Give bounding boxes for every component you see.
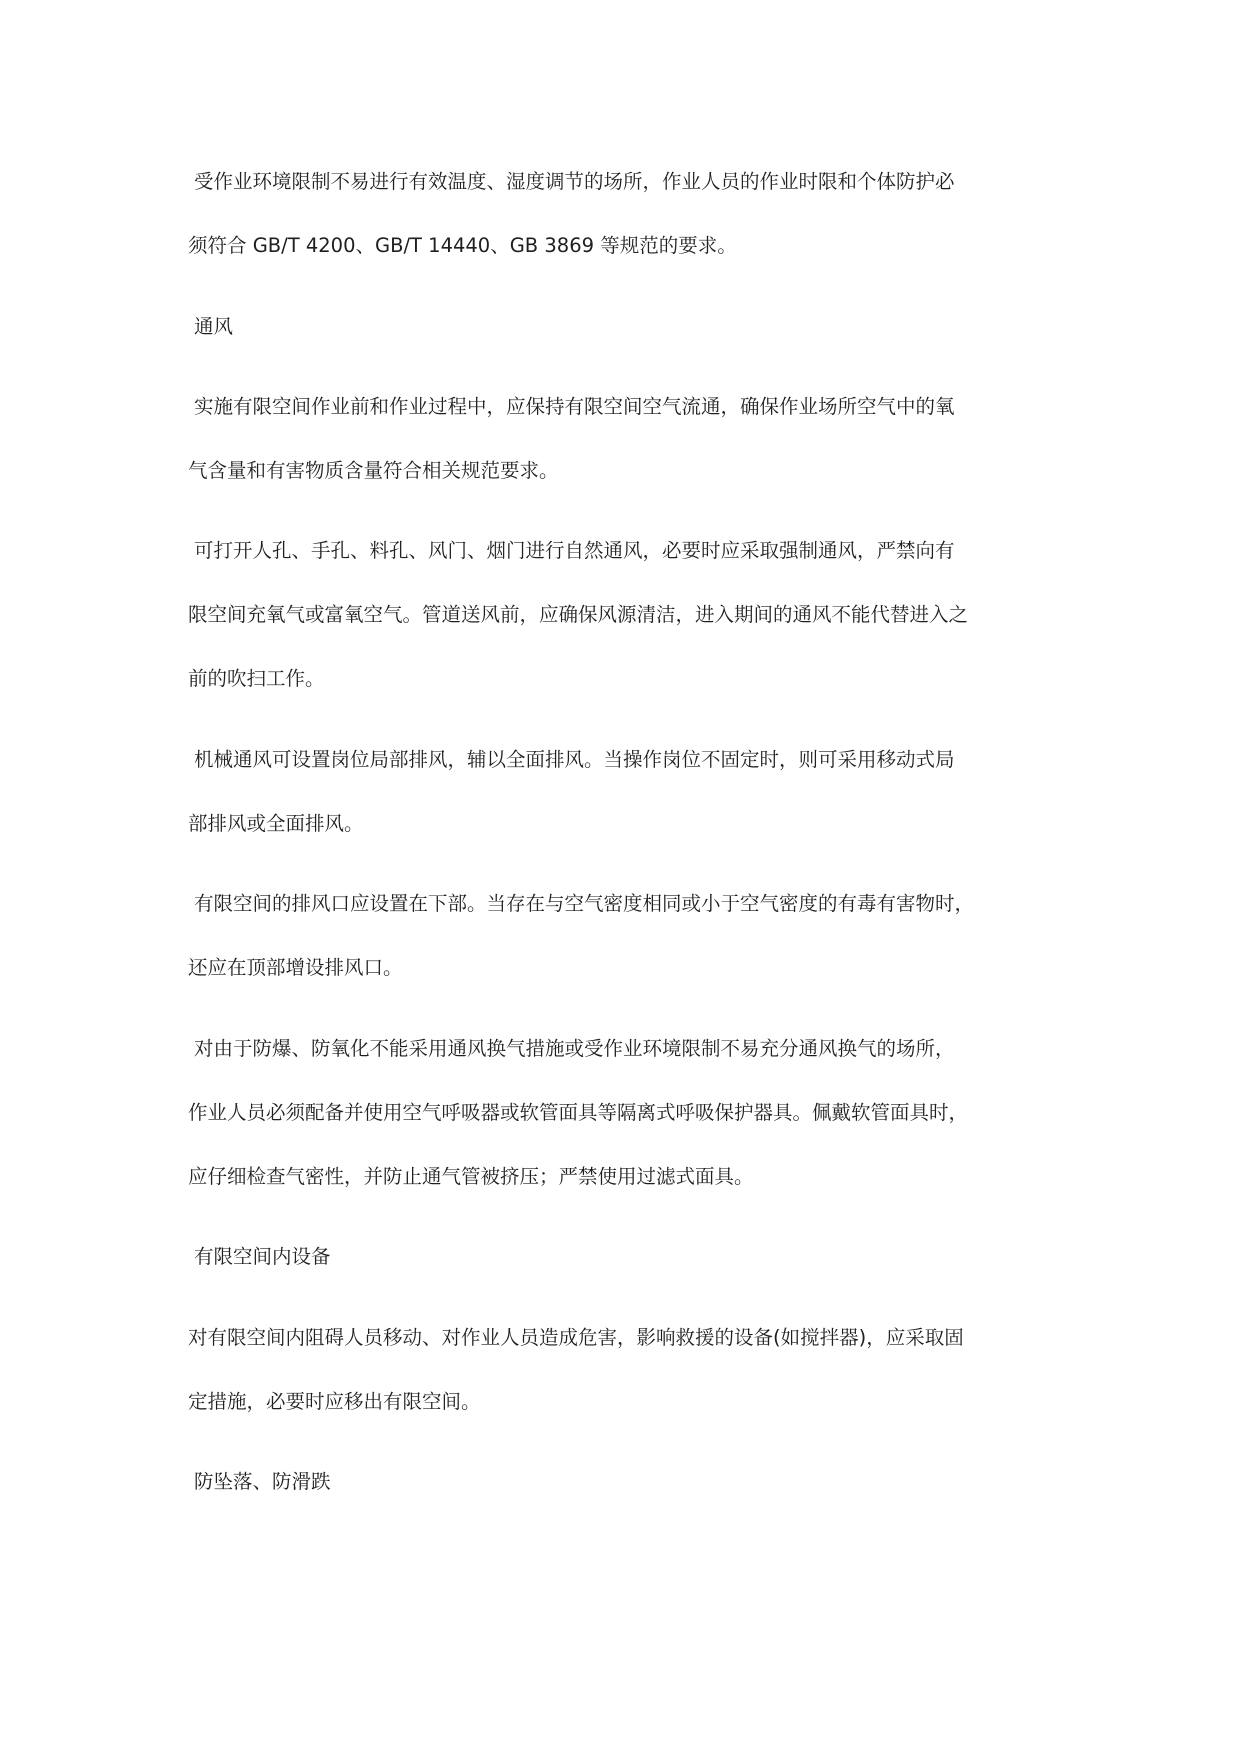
paragraph-line: 定措施，必要时应移出有限空间。 bbox=[188, 1390, 481, 1413]
paragraph-line: 气含量和有害物质含量符合相关规范要求。 bbox=[188, 459, 559, 482]
paragraph-line: 机械通风可设置岗位局部排风，辅以全面排风。当操作岗位不固定时，则可采用移动式局 bbox=[194, 748, 955, 771]
paragraph-line: 须符合 GB/T 4200、GB/T 14440、GB 3869 等规范的要求。 bbox=[188, 234, 737, 257]
paragraph-line: 部排风或全面排风。 bbox=[188, 812, 364, 835]
section-heading: 通风 bbox=[194, 315, 234, 338]
paragraph-line: 对有限空间内阻碍人员移动、对作业人员造成危害，影响救援的设备(如搅拌器)，应采取固 bbox=[188, 1326, 964, 1349]
paragraph-line: 还应在顶部增设排风口。 bbox=[188, 956, 403, 979]
paragraph-line: 前的吹扫工作。 bbox=[188, 667, 325, 690]
paragraph-line: 对由于防爆、防氧化不能采用通风换气措施或受作业环境限制不易充分通风换气的场所， bbox=[194, 1037, 955, 1060]
paragraph-line: 作业人员必须配备并使用空气呼吸器或软管面具等隔离式呼吸保护器具。佩戴软管面具时， bbox=[188, 1101, 969, 1124]
paragraph-line: 可打开人孔、手孔、料孔、风门、烟门进行自然通风，必要时应采取强制通风，严禁向有 bbox=[194, 539, 955, 562]
paragraph-line: 受作业环境限制不易进行有效温度、湿度调节的场所，作业人员的作业时限和个体防护必 bbox=[194, 170, 955, 193]
paragraph-line: 限空间充氧气或富氧空气。管道送风前，应确保风源清洁，进入期间的通风不能代替进入之 bbox=[188, 603, 969, 626]
section-heading: 防坠落、防滑跌 bbox=[194, 1470, 331, 1493]
section-heading: 有限空间内设备 bbox=[194, 1245, 331, 1268]
paragraph-line: 实施有限空间作业前和作业过程中，应保持有限空间空气流通，确保作业场所空气中的氧 bbox=[194, 395, 955, 418]
paragraph-line: 有限空间的排风口应设置在下部。当存在与空气密度相同或小于空气密度的有毒有害物时， bbox=[194, 892, 975, 915]
paragraph-line: 应仔细检查气密性，并防止通气管被挤压；严禁使用过滤式面具。 bbox=[188, 1165, 754, 1188]
